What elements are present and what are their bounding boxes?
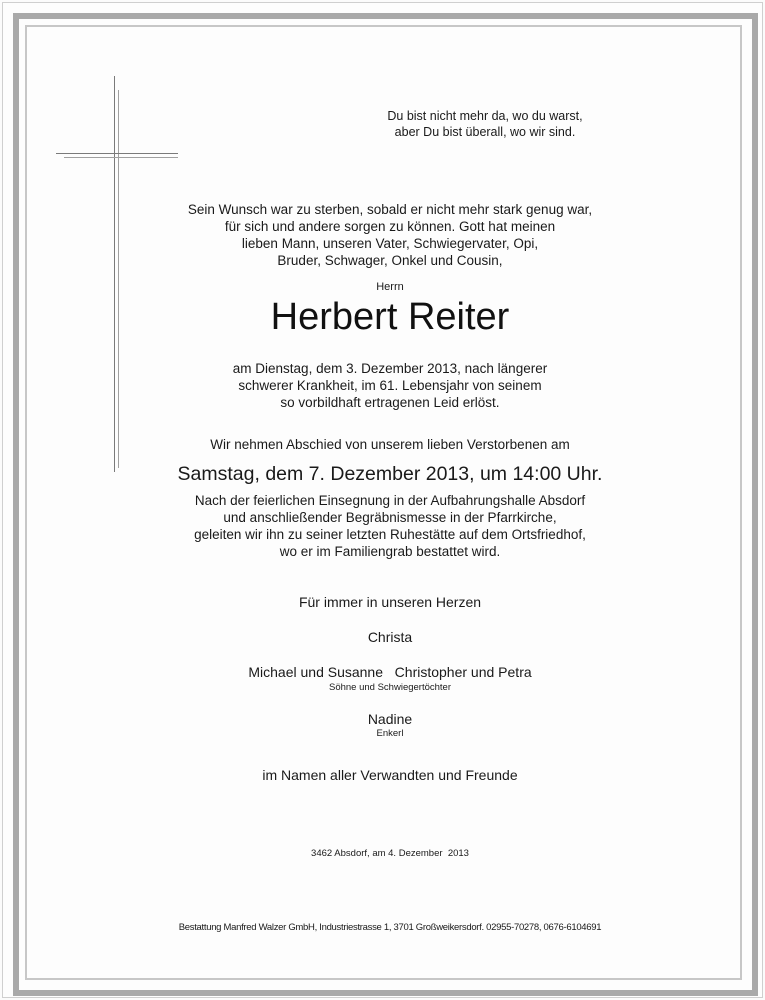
cross-horizontal-line bbox=[56, 153, 178, 154]
ceremony-line: Nach der feierlichen Einsegnung in der Aufbahrungshalle Absdorf bbox=[194, 493, 586, 508]
cross-vertical-line bbox=[114, 76, 115, 472]
ceremony-line: geleiten wir ihn zu seiner letzten Ruhestätte auf dem Ortsfriedhof, bbox=[194, 527, 586, 542]
ceremony-paragraph bbox=[120, 492, 660, 560]
salutation: Herrn bbox=[376, 281, 404, 293]
intro-line: Bruder, Schwager, Onkel und Cousin, bbox=[277, 253, 503, 268]
intro-paragraph bbox=[120, 201, 660, 269]
death-notice-line: am Dienstag, dem 3. Dezember 2013, nach längerer bbox=[232, 361, 548, 376]
mourner-wife: Christa bbox=[367, 629, 413, 645]
ceremony-line: und anschließender Begräbnismesse in der Pfarrkirche, bbox=[223, 510, 557, 525]
farewell-intro: Wir nehmen Abschied von unserem lieben Verstorbenen am bbox=[210, 437, 570, 452]
funeral-home-footer: Bestattung Manfred Walzer GmbH, Industriestrasse 1, 3701 Großweikersdorf. 02955-70278, 0676-6104691 bbox=[178, 922, 602, 933]
closing-line: Für immer in unseren Herzen bbox=[298, 594, 482, 610]
mourner-children: Michael und Susanne Christopher und Petra bbox=[248, 664, 532, 680]
death-notice bbox=[120, 360, 660, 411]
quote-line: Du bist nicht mehr da, wo du warst, bbox=[387, 109, 583, 123]
death-notice-line: so vorbildhaft ertragenen Leid erlöst. bbox=[280, 395, 500, 410]
death-notice-line: schwerer Krankheit, im 61. Lebensjahr von seinem bbox=[238, 378, 542, 393]
ceremony-line: wo er im Familiengrab bestattet wird. bbox=[279, 544, 501, 559]
deceased-name: Herbert Reiter bbox=[270, 296, 510, 338]
cross-horizontal-line-shadow bbox=[64, 157, 178, 158]
mourner-grandchild: Nadine bbox=[367, 711, 413, 727]
mourner-grandchild-relation: Enkerl bbox=[376, 728, 404, 739]
cross-vertical-line-shadow bbox=[118, 90, 119, 468]
place-date: 3462 Absdorf, am 4. Dezember 2013 bbox=[311, 848, 469, 859]
intro-line: lieben Mann, unseren Vater, Schwiegervater, Opi, bbox=[241, 236, 539, 251]
quote-block bbox=[360, 108, 610, 140]
intro-line: für sich und andere sorgen zu können. Gott hat meinen bbox=[224, 219, 556, 234]
funeral-date: Samstag, dem 7. Dezember 2013, um 14:00 Uhr. bbox=[177, 463, 603, 485]
mourner-children-relation: Söhne und Schwiegertöchter bbox=[329, 682, 451, 693]
intro-line: Sein Wunsch war zu sterben, sobald er nicht mehr stark genug war, bbox=[187, 202, 593, 217]
quote-line: aber Du bist überall, wo wir sind. bbox=[394, 125, 576, 139]
relatives-line: im Namen aller Verwandten und Freunde bbox=[262, 767, 518, 783]
